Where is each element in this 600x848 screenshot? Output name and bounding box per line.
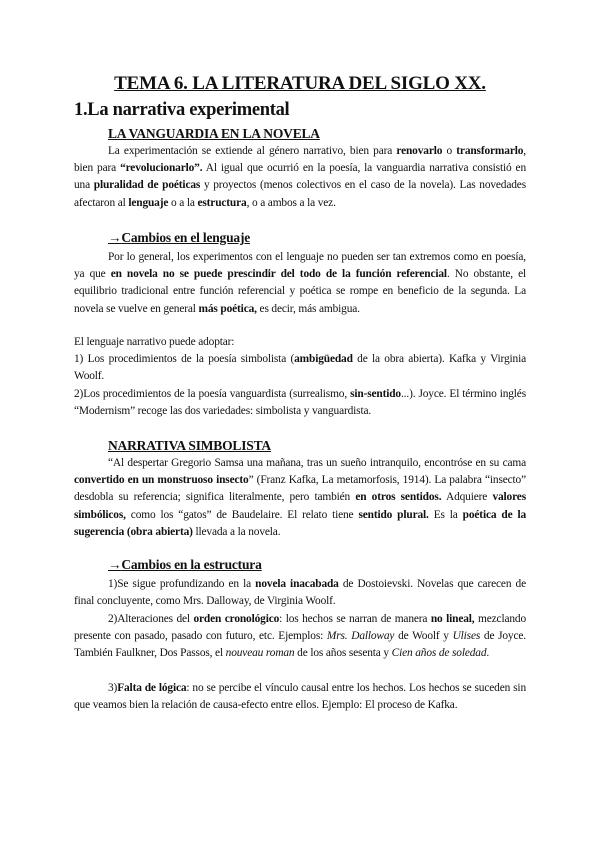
paragraph-adoptar: El lenguaje narrativo puede adoptar: [74,336,235,348]
paragraph-experimentacion: La experimentación se extiende al género narrativo, bien para renovarlo o transformarlo, bien para “revolucionarlo”. Al igual que ocurrió en la poesía, la vanguardia narrativa consistió en una pluralidad de poéticas y proyectos (menos colectivos en el caso de la novela). Las novedades afectaron al lenguaje o a la estructura, o a ambos a la vez. [74,145,526,209]
paragraph-kafka: “Al despertar Gregorio Samsa una mañana, tras un sueño intranquilo, encontróse en su cama convertido en un monstruoso insecto” (Franz Kafka, La metamorfosis, 1914). La palabra “insecto” desdobla su referencia; significa literalmente, pero también en otros sentidos. Adquiere valores simbólicos, como los “gatos” de Baudelaire. El relato tiene sentido plural. Es la poética de la sugerencia (obra abierta) llevada a la novela. [74,457,527,538]
paragraph-falta-logica: 3)Falta de lógica: no se percibe el vínculo causal entre los hechos. Los hechos se suceden sin que veamos bien la relación de causa-efecto entre ellos. Ejemplo: El proceso de Kafka. [74,682,526,712]
subheading-cambios-estructura: →Cambios en la estructura [108,557,262,572]
list-item-simbolista: 1) Los procedimientos de la poesía simbolista (ambigüedad de la obra abierta). Kafka y Virginia Woolf. [74,353,526,383]
document-title: TEMA 6. LA LITERATURA DEL SIGLO XX. [114,73,486,94]
paragraph-novela-inacabada: 1)Se sigue profundizando en la novela inacabada de Dostoievski. Novelas que carecen de final concluyente, como Mrs. Dalloway, de Virginia Woolf. [74,578,526,608]
section-heading-narrativa: 1.La narrativa experimental [74,100,290,120]
arrow-icon: → [108,230,122,245]
paragraph-lenguaje: Por lo general, los experimentos con el lenguaje no pueden ser tan extremos como en poesía, ya que en novela no se puede prescindir del todo de la función referencial. No obstante, el equilibrio tradicional entre función referencial y poética se rompe en beneficio de la segunda. La novela se vuelve en general más poética, es decir, más ambigua. [74,251,527,315]
subheading-cambios-lenguaje: →Cambios en el lenguaje [108,230,251,245]
arrow-icon: → [108,557,122,572]
subheading-vanguardia: LA VANGUARDIA EN LA NOVELA [108,126,320,141]
list-item-vanguardista: 2)Los procedimientos de la poesía vanguardista (surrealismo, sin-sentido...). Joyce. El término inglés “Modernism” recoge las dos variedades: simbolista y vanguardista. [74,388,526,418]
paragraph-orden-cronologico: 2)Alteraciones del orden cronológico: los hechos se narran de manera no lineal, mezclando presente con pasado, pasado con futuro, etc. Ejemplos: Mrs. Dalloway de Woolf y Ulises de Joyce. También Faulkner, Dos Passos, el nouveau roman de los años sesenta y Cien años de soledad. [74,613,527,660]
subheading-narrativa-simbolista: NARRATIVA SIMBOLISTA [108,438,271,453]
